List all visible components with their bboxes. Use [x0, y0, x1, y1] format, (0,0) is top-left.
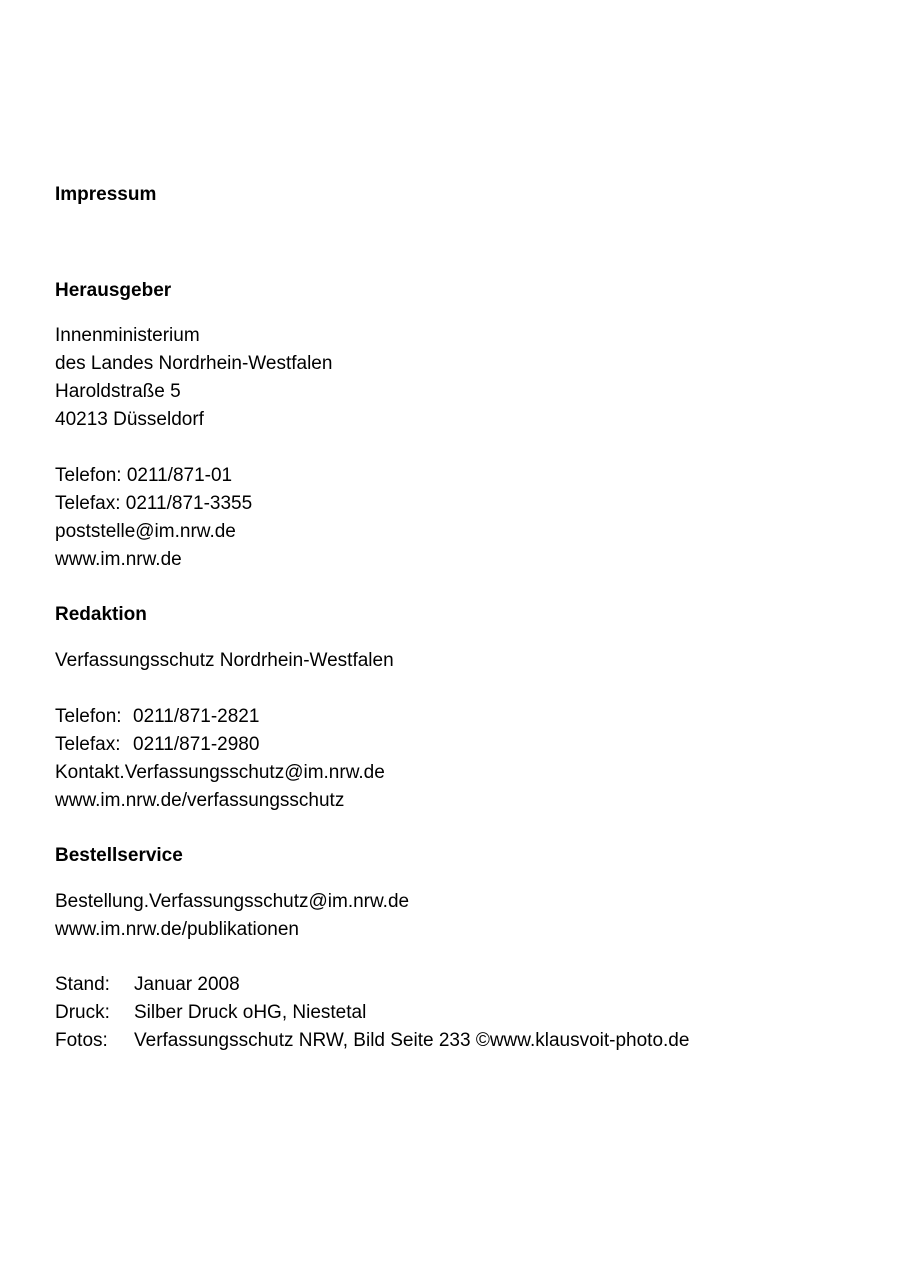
redaktion-website: www.im.nrw.de/verfassungsschutz	[55, 790, 345, 811]
bestellservice-email: Bestellung.Verfassungsschutz@im.nrw.de	[55, 891, 410, 912]
herausgeber-heading: Herausgeber	[55, 280, 172, 301]
fotos-value: Verfassungsschutz NRW, Bild Seite 233 ©www.klausvoit-photo.de	[134, 1030, 690, 1051]
stand-label: Stand:	[55, 974, 110, 995]
redaktion-phone	[55, 703, 259, 731]
fotos-label: Fotos:	[55, 1030, 108, 1051]
redaktion-org: Verfassungsschutz Nordrhein-Westfalen	[55, 650, 394, 671]
publisher-state-line: des Landes Nordrhein-Westfalen	[55, 353, 333, 374]
bestellservice-heading: Bestellservice	[55, 845, 183, 866]
publisher-phone: Telefon: 0211/871-01	[55, 465, 233, 486]
publisher-name-line: Innenministerium	[55, 325, 200, 346]
colophon-stand	[55, 971, 240, 999]
redaktion-phone-label: Telefon:	[55, 706, 122, 727]
redaktion-phone-value: 0211/871-2821	[133, 706, 260, 727]
redaktion-email: Kontakt.Verfassungsschutz@im.nrw.de	[55, 762, 385, 783]
bestellservice-website: www.im.nrw.de/publikationen	[55, 919, 299, 940]
redaktion-fax-value: 0211/871-2980	[133, 734, 260, 755]
publisher-fax: Telefax: 0211/871-3355	[55, 493, 253, 514]
publisher-street-line: Haroldstraße 5	[55, 381, 181, 402]
colophon-druck	[55, 999, 366, 1027]
publisher-website: www.im.nrw.de	[55, 549, 182, 570]
redaktion-heading: Redaktion	[55, 604, 147, 625]
page-title: Impressum	[55, 184, 157, 205]
publisher-city-line: 40213 Düsseldorf	[55, 409, 204, 430]
druck-value: Silber Druck oHG, Niestetal	[134, 1002, 367, 1023]
stand-value: Januar 2008	[134, 974, 240, 995]
publisher-email: poststelle@im.nrw.de	[55, 521, 236, 542]
colophon-fotos	[55, 1027, 689, 1055]
redaktion-fax	[55, 731, 259, 759]
druck-label: Druck:	[55, 1002, 110, 1023]
redaktion-fax-label: Telefax:	[55, 734, 121, 755]
